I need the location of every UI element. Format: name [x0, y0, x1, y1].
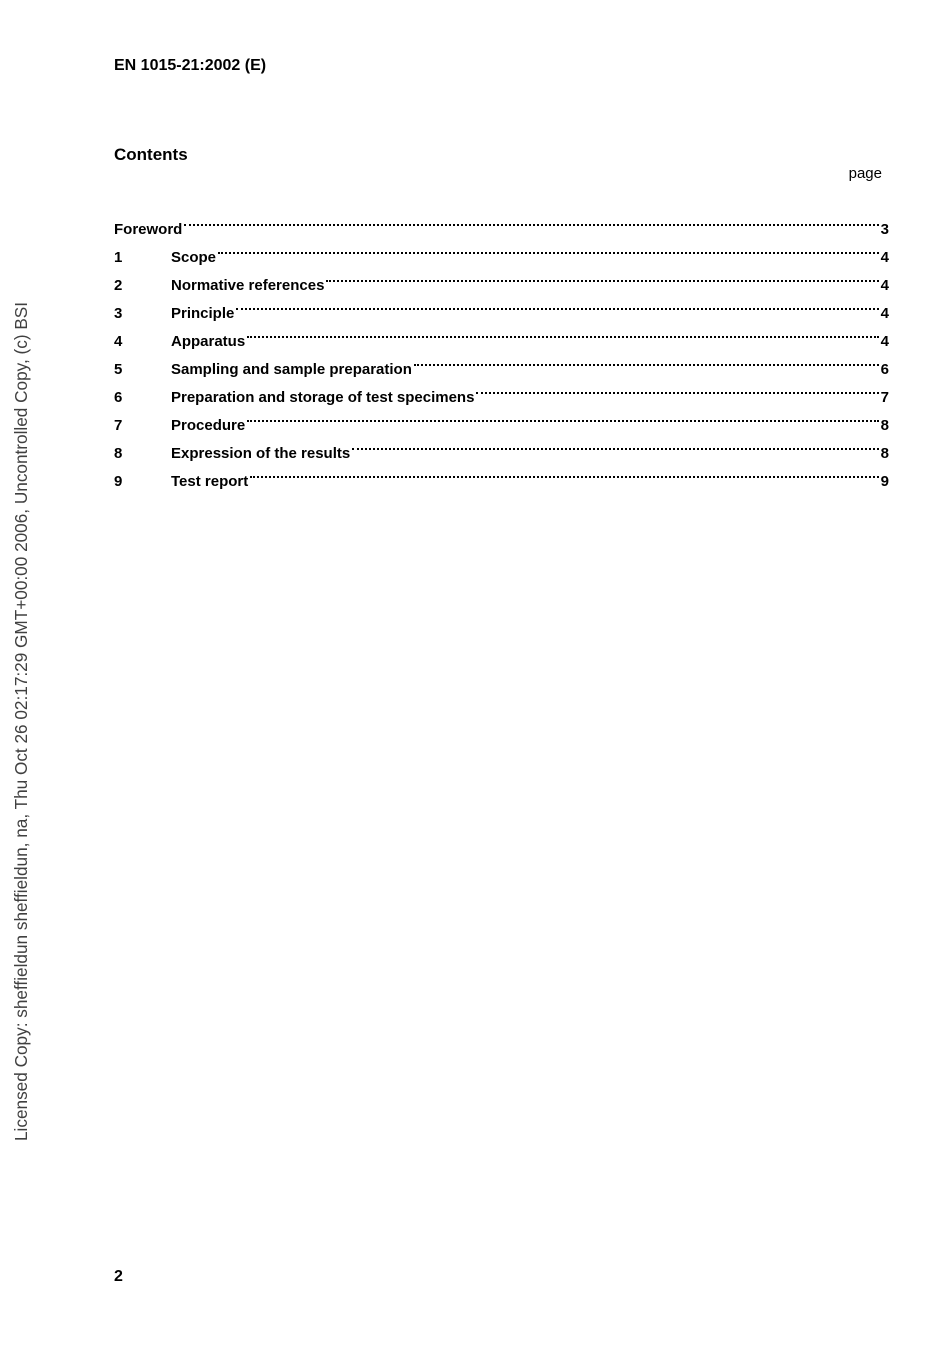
- dot-leader: [326, 262, 878, 290]
- page-column-label: page: [848, 165, 882, 182]
- toc-entry-normative-references[interactable]: [114, 262, 889, 294]
- toc-entry-number: 3: [114, 305, 123, 322]
- toc-entry-page: 9: [880, 473, 889, 490]
- toc-entry-page: 4: [880, 333, 889, 350]
- toc-entry-title: Foreword: [114, 221, 183, 238]
- toc-entry-title: Principle: [171, 305, 235, 322]
- page-number: 2: [114, 1268, 123, 1285]
- toc-entry-page: 8: [880, 417, 889, 434]
- toc-entry-page: 3: [880, 221, 889, 238]
- contents-title: Contents: [114, 145, 188, 164]
- toc-entry-title: Procedure: [171, 417, 246, 434]
- toc-entry-number: 1: [114, 249, 123, 266]
- dot-leader: [184, 206, 878, 234]
- toc-entry-number: 6: [114, 389, 123, 406]
- toc-entry-scope[interactable]: [114, 234, 889, 266]
- dot-leader: [247, 318, 878, 346]
- toc-entry-title: Apparatus: [171, 333, 246, 350]
- toc-entry-title: Expression of the results: [171, 445, 351, 462]
- dot-leader: [250, 458, 878, 486]
- toc-entry-number: 4: [114, 333, 123, 350]
- toc-entry-page: 7: [880, 389, 889, 406]
- dot-leader: [247, 402, 878, 430]
- toc-entry-page: 4: [880, 305, 889, 322]
- toc-entry-title: Preparation and storage of test specimens: [171, 389, 475, 406]
- toc-entry-page: 6: [880, 361, 889, 378]
- toc-entry-title: Sampling and sample preparation: [171, 361, 412, 378]
- toc-entry-title: Test report: [171, 473, 249, 490]
- document-header: EN 1015-21:2002 (E): [114, 57, 267, 74]
- toc-entry-page: 4: [880, 249, 889, 266]
- dot-leader: [352, 430, 878, 458]
- dot-leader: [476, 374, 878, 402]
- dot-leader: [414, 346, 879, 374]
- toc-entry-title: Scope: [171, 249, 217, 266]
- table-of-contents: [114, 206, 889, 490]
- toc-entry-number: 2: [114, 277, 123, 294]
- toc-entry-page: 4: [880, 277, 889, 294]
- toc-entry-number: 7: [114, 417, 123, 434]
- toc-entry-number: 8: [114, 445, 123, 462]
- license-notice: Licensed Copy: sheffieldun sheffieldun, na, Thu Oct 26 02:17:29 GMT+00:00 2006, Uncontrolled Copy, (c) BSI: [11, 301, 31, 1141]
- dot-leader: [218, 234, 879, 262]
- toc-entry-number: 9: [114, 473, 123, 490]
- toc-entry-foreword[interactable]: [114, 206, 889, 238]
- dot-leader: [236, 290, 878, 318]
- toc-entry-number: 5: [114, 361, 123, 378]
- toc-entry-page: 8: [880, 445, 889, 462]
- toc-entry-title: Normative references: [171, 277, 325, 294]
